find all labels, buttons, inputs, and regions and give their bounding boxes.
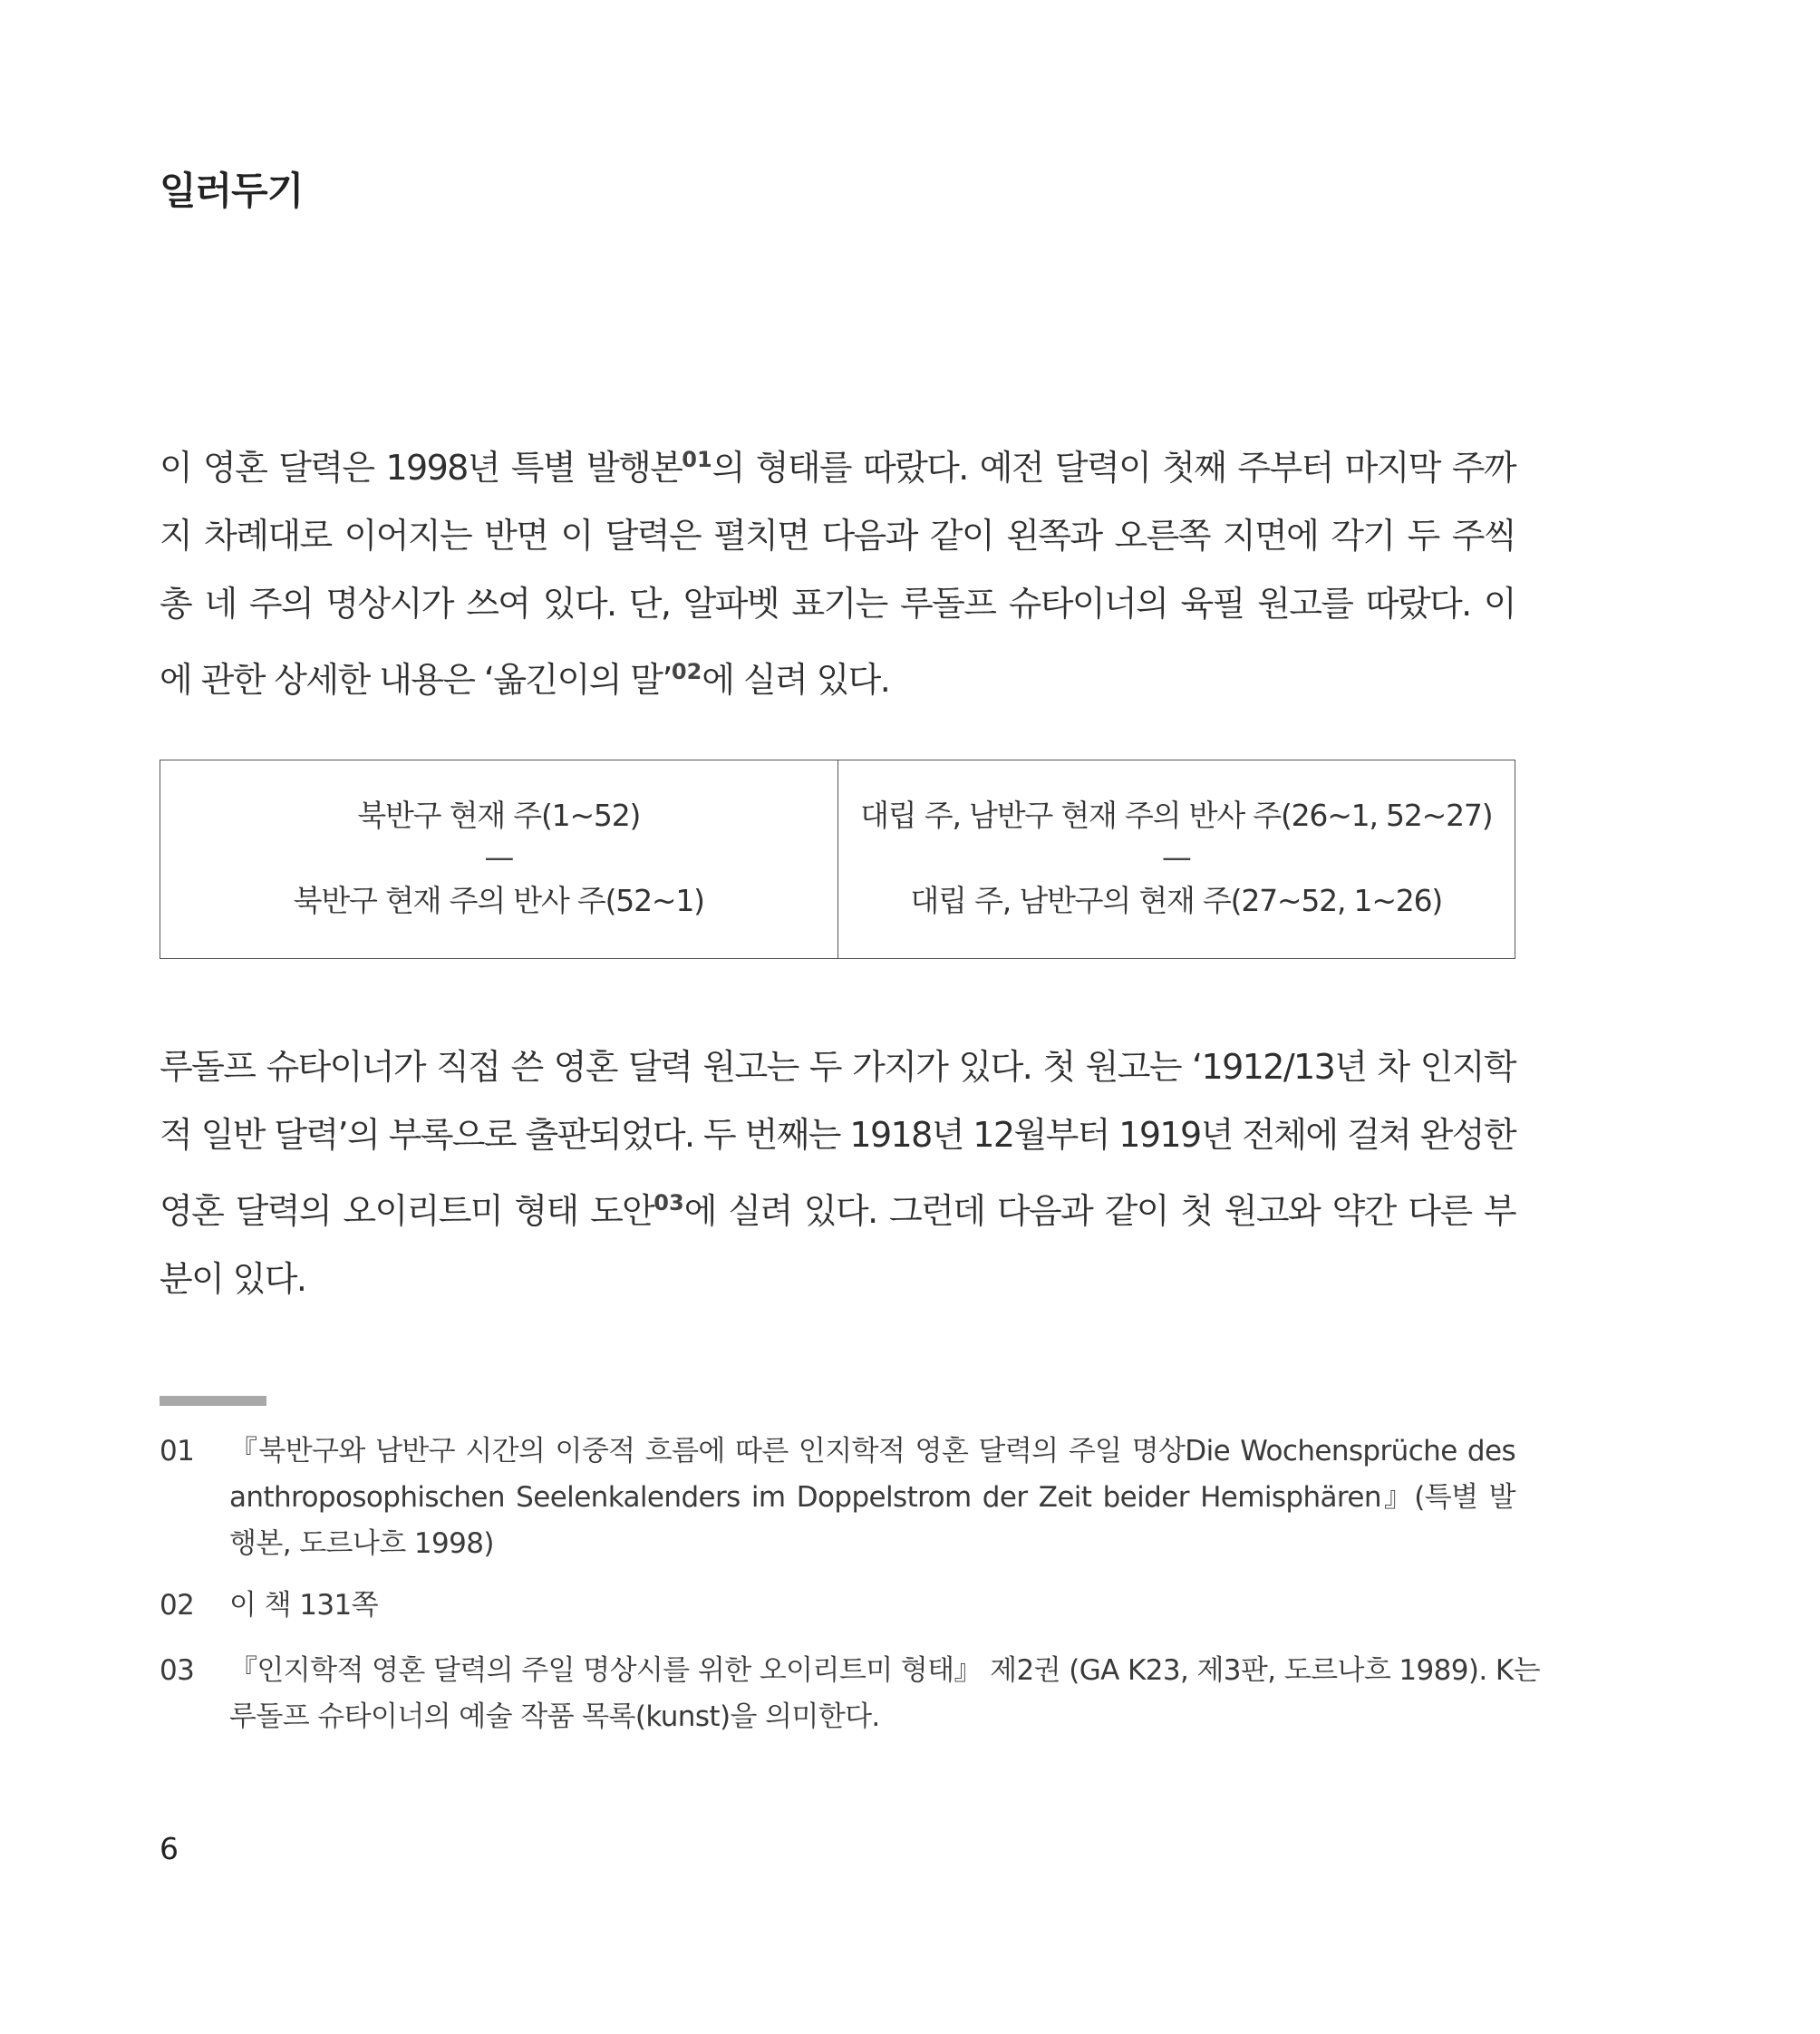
- text-run: 에 관한 상세한 내용은 ‘옮긴이의 말’: [160, 660, 672, 700]
- text-run: 이 영혼 달력은 1998년 특별 발행본: [160, 448, 682, 488]
- footnote-text: [229, 1583, 1515, 1629]
- cell-bottom-text: 북반구 현재 주의 반사 주(52~1): [293, 883, 704, 918]
- cell-bottom-text: 대립 주, 남반구의 현재 주(27~52, 1~26): [910, 883, 1443, 918]
- footnote-text: [229, 1429, 1515, 1567]
- cell-top-text: 북반구 현재 주(1~52): [357, 798, 641, 833]
- footnote-line: 이 책 131쪽: [229, 1589, 378, 1622]
- paragraph-line: 지 차례대로 이어지는 반면 이 달력은 펼치면 다음과 같이 왼쪽과 오른쪽 지면에 각기 두 주씩: [160, 516, 1515, 556]
- footnote-02: [160, 1583, 1515, 1629]
- intro-paragraph: [160, 426, 1515, 714]
- paragraph-line: 총 네 주의 명상시가 쓰여 있다. 단, 알파벳 표기는 루돌프 슈타이너의 육필 원고를 따랐다. 이: [160, 584, 1515, 624]
- footnote-ref: 01: [682, 447, 712, 472]
- page-number: 6: [160, 1831, 179, 1866]
- right-page-cell: [837, 760, 1515, 958]
- paragraph-line: 적 일반 달력’의 부록으로 출판되었다. 두 번째는 1918년 12월부터 1919년 전체에 걸쳐 완성한: [160, 1115, 1515, 1155]
- text-run: 영혼 달력의 오이리트미 형태 도안: [160, 1191, 654, 1231]
- footnote-divider: [160, 1396, 266, 1406]
- cell-top-text: 대립 주, 남반구 현재 주의 반사 주(26~1, 52~27): [860, 798, 1493, 833]
- footnote-ref: 02: [671, 659, 702, 684]
- footnote-number: 02: [160, 1589, 195, 1622]
- manuscript-paragraph: [160, 1033, 1515, 1313]
- footnote-line: anthroposophischen Seelenkalenders im Doppelstrom der Zeit beider Hemisphären』(특별 발: [229, 1481, 1515, 1514]
- footnote-number: 01: [160, 1435, 195, 1467]
- paragraph-line: 분이 있다.: [160, 1259, 306, 1299]
- week-layout-table: [160, 760, 1515, 959]
- footnote-number: 03: [160, 1654, 195, 1687]
- page-title: 일러두기: [160, 169, 304, 213]
- paragraph-line: [160, 638, 1515, 714]
- paragraph-line: [160, 1169, 1515, 1245]
- footnote-03: [160, 1648, 1540, 1740]
- text-run: 의 형태를 따랐다. 예전 달력이 첫째 주부터 마지막 주까: [712, 448, 1515, 488]
- footnote-line: 『인지학적 영혼 달력의 주일 명상시를 위한 오이리트미 형태』 제2권 (GA K23, 제3판, 도르나흐 1989). K는: [229, 1654, 1540, 1687]
- footnote-text: [229, 1648, 1540, 1740]
- left-page-cell: [160, 760, 837, 958]
- paragraph-line: 루돌프 슈타이너가 직접 쓴 영혼 달력 원고는 두 가지가 있다. 첫 원고는 ‘1912/13년 차 인지학: [160, 1047, 1515, 1087]
- footnote-ref: 03: [653, 1190, 684, 1216]
- cell-separator: —: [484, 839, 514, 875]
- text-run: 에 실려 있다.: [702, 660, 890, 700]
- footnote-01: [160, 1429, 1515, 1567]
- footnote-line: 행본, 도르나흐 1998): [229, 1527, 494, 1560]
- text-run: 에 실려 있다. 그런데 다음과 같이 첫 원고와 약간 다른 부: [683, 1191, 1515, 1231]
- footnote-line: 『북반구와 남반구 시간의 이중적 흐름에 따른 인지학적 영혼 달력의 주일 명상Die Wochensprüche des: [229, 1435, 1515, 1467]
- cell-separator: —: [1161, 839, 1191, 875]
- footnote-line: 루돌프 슈타이너의 예술 작품 목록(kunst)을 의미한다.: [229, 1700, 880, 1733]
- paragraph-line: [160, 426, 1515, 502]
